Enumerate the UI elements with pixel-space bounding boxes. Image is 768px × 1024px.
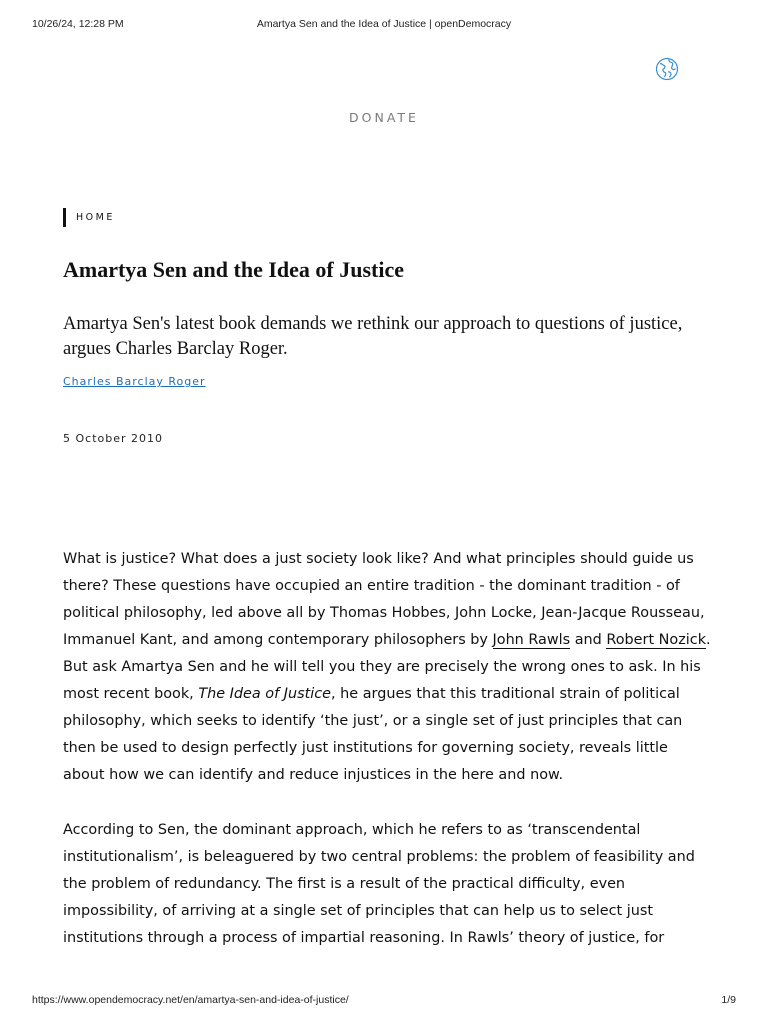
print-page-title: Amartya Sen and the Idea of Justice | openDemocracy xyxy=(256,18,512,30)
globe-icon[interactable] xyxy=(655,57,679,81)
publish-date: 5 October 2010 xyxy=(63,432,164,445)
paragraph-1-text-a: What is justice? What does a just society look like? And what principles should guide us there? These questions have occupied an entire tradition - the dominant tradition - of political philosophy, led above all by Thomas Hobbes, John Locke, Jean-Jacque Rousseau, Immanuel Kant, and among contemporary philosophers by xyxy=(63,551,705,648)
paragraph-1-text-b: and xyxy=(570,632,607,648)
breadcrumb-home[interactable]: HOME xyxy=(63,208,115,227)
paragraph-1-text-c: . But ask Amartya Sen and he will tell you they are precisely the wrong ones to ask. In his most recent book, xyxy=(63,632,711,702)
print-url: https://www.opendemocracy.net/en/amartya-sen-and-idea-of-justice/ xyxy=(32,994,349,1006)
print-header xyxy=(32,18,736,32)
john-rawls-link[interactable]: John Rawls xyxy=(492,632,571,648)
article-title: Amartya Sen and the Idea of Justice xyxy=(63,257,404,282)
robert-nozick-link[interactable]: Robert Nozick xyxy=(606,632,707,648)
article-standfirst: Amartya Sen's latest book demands we rethink our approach to questions of justice, argues Charles Barclay Roger. xyxy=(63,314,683,359)
paragraph-2: According to Sen, the dominant approach, which he refers to as ‘transcendental institutionalism’, is beleaguered by two central problems: the problem of feasibility and the problem of redundancy. The first is a result of the practical difficulty, even impossibility, of arriving at a single set of principles that can help us to select just institutions through a process of impartial reasoning. In Rawls’ theory of justice, for xyxy=(63,822,695,946)
print-timestamp: 10/26/24, 12:28 PM xyxy=(32,18,124,30)
print-footer xyxy=(32,994,736,1008)
book-title: The Idea of Justice xyxy=(198,686,332,702)
author-link[interactable]: Charles Barclay Roger xyxy=(63,375,206,388)
donate-button[interactable]: DONATE xyxy=(349,110,419,125)
print-page-number: 1/9 xyxy=(721,994,736,1006)
paragraph-1 xyxy=(63,546,711,789)
paragraph-1-text-d: , he argues that this traditional strain of political philosophy, which seeks to identify ‘the just’, or a single set of just principles that can then be used to design perfectly just institutions for governing society, reveals little about how we can identify and reduce injustices in the here and now. xyxy=(63,686,683,783)
article-body xyxy=(63,546,711,980)
